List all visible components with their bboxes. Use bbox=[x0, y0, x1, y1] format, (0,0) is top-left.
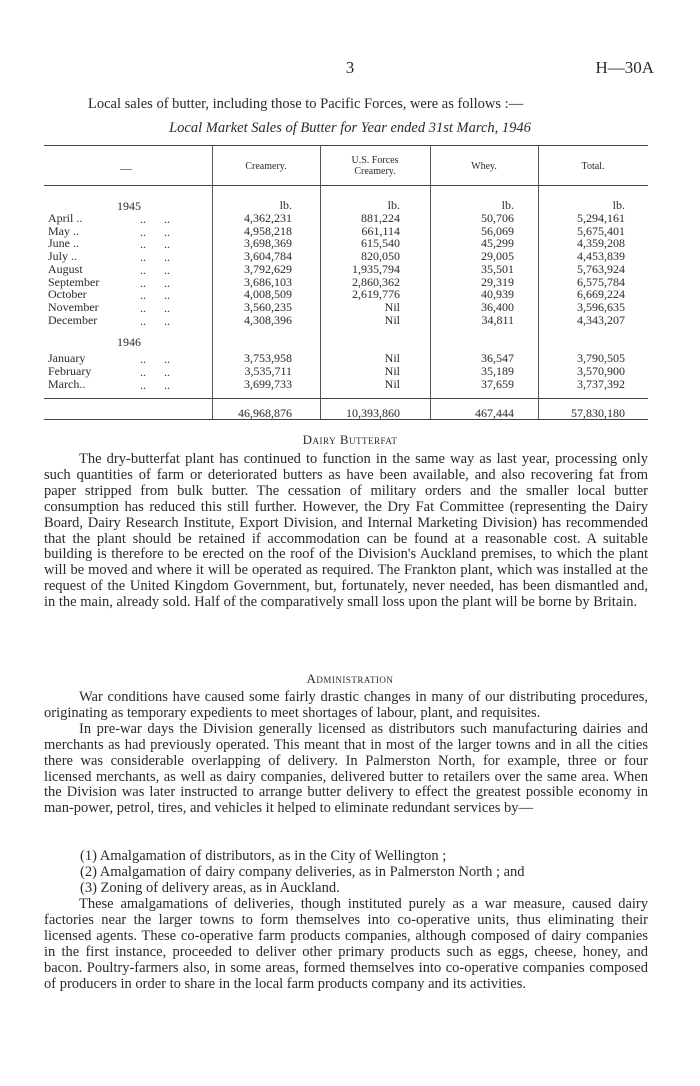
cell-total: 3,570,900 bbox=[577, 364, 625, 378]
cell-us-forces: Nil bbox=[384, 313, 400, 327]
column-header-creamery: Creamery. bbox=[245, 161, 287, 172]
section-heading-dairy-butterfat: Dairy Butterfat bbox=[302, 432, 398, 447]
row-month-label: January bbox=[48, 351, 86, 365]
column-divider bbox=[538, 145, 539, 419]
row-month-label: May .. bbox=[48, 224, 79, 238]
cell-us-forces: 2,619,776 bbox=[352, 287, 400, 301]
cell-whey: 29,319 bbox=[481, 275, 514, 289]
document-reference: H—30A bbox=[595, 58, 654, 77]
cell-total: 5,763,924 bbox=[577, 262, 625, 276]
leader-dots: .. .. bbox=[140, 263, 170, 277]
paragraph: In pre-war days the Division generally licensed as distributors such manufacturing dairies and merchants as had previously operated. This meant that in most of the larger towns and in all the cities there was considerable overlapping of delivery. In Palmerston North, for example, three or four licensed merchants, as well as dairy companies, delivered butter to retailers over the same area. When the Division was later instructed to arrange butter delivery to effect the greatest possible economy in man-power, petrol, tires, and vehicles it helped to eliminate redundant services by— bbox=[44, 720, 648, 817]
paragraph: The dry-butterfat plant has continued to function in the same way as last year, processing only such quantities of farm or deteriorated butters as have been available, and also recovering fat from paper stripped from bulk butter. The cessation of military orders and the smaller local butter consumption has reduced this still further. However, the Dry Fat Committee (representing the Dairy Board, Dairy Research Institute, Export Division, and Internal Marketing Division) has recommended that the plant should be retained if accommodation can be found at a reasonable cost. A suitable building is therefore to be erected on the roof of the Division's Auckland premises, to which the plant will be moved and where it will be operated as required. The Frankton plant, which was installed at the request of the United Kingdom Government, but, fortunately, never needed, has been dismantled and, in the main, already sold. Half of the comparatively small loss upon the plant will be borne by Britain. bbox=[44, 451, 648, 611]
year-label-1946: 1946 bbox=[117, 335, 141, 349]
cell-whey: 37,659 bbox=[481, 377, 514, 391]
cell-total: 4,359,208 bbox=[577, 236, 625, 250]
cell-total: 4,453,839 bbox=[577, 249, 625, 263]
cell-whey: 40,939 bbox=[481, 287, 514, 301]
cell-whey: 50,706 bbox=[481, 211, 514, 225]
cell-us-forces: 615,540 bbox=[361, 236, 400, 250]
unit-label: lb. bbox=[501, 198, 514, 212]
row-month-label: February bbox=[48, 364, 92, 378]
cell-total: 5,294,161 bbox=[577, 211, 625, 225]
measures-list bbox=[80, 849, 525, 897]
cell-creamery: 3,604,784 bbox=[244, 249, 292, 263]
cell-whey: 56,069 bbox=[481, 224, 514, 238]
leader-dots: .. .. bbox=[140, 314, 170, 328]
cell-creamery: 3,792,629 bbox=[244, 262, 292, 276]
cell-total: 3,790,505 bbox=[577, 351, 625, 365]
cell-whey: 36,400 bbox=[481, 300, 514, 314]
total-creamery: 46,968,876 bbox=[238, 406, 292, 420]
cell-total: 3,737,392 bbox=[577, 377, 625, 391]
leader-dots: .. .. bbox=[140, 225, 170, 239]
column-header-whey: Whey. bbox=[471, 161, 497, 172]
cell-us-forces: 820,050 bbox=[361, 249, 400, 263]
table-title: Local Market Sales of Butter for Year ended 31st March, 1946 bbox=[169, 120, 531, 136]
cell-whey: 29,005 bbox=[481, 249, 514, 263]
cell-total: 3,596,635 bbox=[577, 300, 625, 314]
grand-total: 57,830,180 bbox=[571, 406, 625, 420]
leader-dots: .. .. bbox=[140, 212, 170, 226]
row-month-label: November bbox=[48, 300, 99, 314]
cell-whey: 35,189 bbox=[481, 364, 514, 378]
cell-us-forces: Nil bbox=[384, 351, 400, 365]
cell-creamery: 3,698,369 bbox=[244, 236, 292, 250]
leader-dots: .. .. bbox=[140, 301, 170, 315]
cell-creamery: 3,535,711 bbox=[244, 364, 292, 378]
leader-dots: .. .. bbox=[140, 250, 170, 264]
cell-whey: 35,501 bbox=[481, 262, 514, 276]
cell-creamery: 3,686,103 bbox=[244, 275, 292, 289]
cell-us-forces: 2,860,362 bbox=[352, 275, 400, 289]
row-month-label: December bbox=[48, 313, 98, 327]
cell-creamery: 3,753,958 bbox=[244, 351, 292, 365]
leader-dots: .. .. bbox=[140, 276, 170, 290]
cell-total: 6,669,224 bbox=[577, 287, 625, 301]
page-number: 3 bbox=[345, 58, 355, 77]
cell-total: 5,675,401 bbox=[577, 224, 625, 238]
total-us-forces: 10,393,860 bbox=[346, 406, 400, 420]
leader-dots: .. .. bbox=[140, 378, 170, 392]
total-whey: 467,444 bbox=[475, 406, 514, 420]
column-header-total: Total. bbox=[581, 161, 605, 172]
corner-dash: — bbox=[120, 161, 132, 175]
row-month-label: July .. bbox=[48, 249, 78, 263]
table-header-rule bbox=[44, 185, 648, 186]
administration-closing bbox=[44, 897, 648, 992]
intro-text: Local sales of butter, including those to Pacific Forces, were as follows :— bbox=[88, 96, 524, 112]
row-month-label: August bbox=[48, 262, 83, 276]
cell-whey: 34,811 bbox=[481, 313, 514, 327]
cell-us-forces: Nil bbox=[384, 300, 400, 314]
cell-total: 4,343,207 bbox=[577, 313, 625, 327]
unit-label: lb. bbox=[387, 198, 400, 212]
paragraph: These amalgamations of deliveries, though instituted purely as a war measure, caused dairy factories near the larger towns to form themselves into co-operative units, thus eliminating their licensed agents. These co-operative farm products companies, although composed of dairy companies in the first instance, proceeded to deliver other primary products such as eggs, cheese, honey, and bacon. Poultry-farmers also, in some areas, formed themselves into co-operative companies composed of producers in order to share in the local farm products company and its activities. bbox=[44, 896, 648, 992]
row-month-label: September bbox=[48, 275, 100, 289]
cell-whey: 45,299 bbox=[481, 236, 514, 250]
cell-whey: 36,547 bbox=[481, 351, 514, 365]
leader-dots: .. .. bbox=[140, 352, 170, 366]
table-top-rule bbox=[44, 145, 648, 146]
dairy-butterfat-body bbox=[44, 452, 648, 611]
year-label-1945: 1945 bbox=[117, 199, 141, 213]
cell-us-forces: 1,935,794 bbox=[352, 262, 400, 276]
row-month-label: June .. bbox=[48, 236, 79, 250]
cell-us-forces: Nil bbox=[384, 377, 400, 391]
cell-us-forces: Nil bbox=[384, 364, 400, 378]
cell-total: 6,575,784 bbox=[577, 275, 625, 289]
unit-label: lb. bbox=[279, 198, 292, 212]
cell-creamery: 3,699,733 bbox=[244, 377, 292, 391]
list-item: (3) Zoning of delivery areas, as in Auckland. bbox=[80, 879, 340, 896]
cell-creamery: 4,362,231 bbox=[244, 211, 292, 225]
unit-label: lb. bbox=[612, 198, 625, 212]
row-month-label: October bbox=[48, 287, 87, 301]
leader-dots: .. .. bbox=[140, 237, 170, 251]
cell-creamery: 4,958,218 bbox=[244, 224, 292, 238]
table-total-rule bbox=[44, 398, 648, 399]
row-month-label: April .. bbox=[48, 211, 83, 225]
cell-creamery: 4,308,396 bbox=[244, 313, 292, 327]
list-item: (1) Amalgamation of distributors, as in the City of Wellington ; bbox=[80, 848, 447, 864]
cell-creamery: 3,560,235 bbox=[244, 300, 292, 314]
paragraph: War conditions have caused some fairly drastic changes in many of our distributing procedures, originating as temporary expedients to meet shortages of labour, plant, and requisites. bbox=[44, 689, 648, 721]
cell-us-forces: 661,114 bbox=[361, 224, 400, 238]
cell-us-forces: 881,224 bbox=[361, 211, 400, 225]
leader-dots: .. .. bbox=[140, 288, 170, 302]
list-item: (2) Amalgamation of dairy company deliveries, as in Palmerston North ; and bbox=[80, 863, 525, 880]
cell-creamery: 4,008,509 bbox=[244, 287, 292, 301]
row-month-label: March.. bbox=[48, 377, 86, 391]
column-header-us-forces: U.S. Forces Creamery. bbox=[351, 155, 399, 177]
leader-dots: .. .. bbox=[140, 365, 170, 379]
administration-body bbox=[44, 690, 648, 817]
section-heading-administration: Administration bbox=[306, 671, 394, 686]
